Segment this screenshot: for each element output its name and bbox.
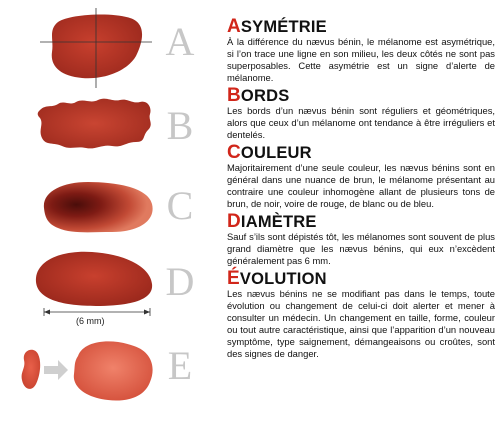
lesion-color	[44, 182, 153, 232]
lesion-diameter	[36, 252, 152, 306]
heading-rest: OULEUR	[240, 144, 312, 162]
heading-borders	[227, 87, 495, 105]
heading-evolution	[227, 270, 495, 288]
section-color	[227, 144, 495, 210]
heading-initial: D	[227, 211, 241, 232]
letter-d: D	[165, 259, 195, 304]
heading-color	[227, 144, 495, 162]
text-asymmetry: À la différence du nævus bénin, le mélanome est asymétrique, si l’on trace une ligne en son milieu, les deux côtés ne sont pas superposables. Cette asymétrie est un signe d’alerte de mélanome.	[227, 36, 495, 83]
heading-asymmetry	[227, 18, 495, 36]
letter-c: C	[166, 183, 194, 228]
heading-initial: É	[227, 268, 240, 289]
diameter-arrow-left	[44, 310, 50, 315]
lesion-evolution-before	[22, 350, 41, 389]
letter-e: E	[167, 343, 193, 388]
heading-initial: A	[227, 16, 241, 37]
diameter-label: (6 mm)	[76, 316, 105, 326]
letter-b: B	[166, 103, 194, 148]
lesion-evolution-after	[74, 341, 153, 400]
heading-diameter	[227, 213, 495, 231]
heading-rest: VOLUTION	[239, 270, 327, 288]
text-evolution: Les nævus bénins ne se modifiant pas dans le temps, toute évolution ou changement de celui-ci doit alerter et mener à consulter un médecin. Un changement en taille, forme, couleur ou tout autre caractéristique, ainsi que l’apparition d’un nouveau symptôme, type saignement, démangeaisons ou croûtes, sont des signes de danger.	[227, 288, 495, 359]
section-evolution	[227, 270, 495, 360]
heading-initial: C	[227, 142, 241, 163]
lesion-illustrations	[0, 0, 215, 422]
text-color: Majoritairement d’une seule couleur, les nævus bénins sont en général dans une nuance de brun, le mélanome présentant au contraire une couleur inhomogène allant de plusieurs tons de brun, de noir, voire de rouge, de blanc ou de bleu.	[227, 162, 495, 209]
text-diameter: Sauf s’ils sont dépistés tôt, les mélanomes sont souvent de plus grand diamètre que les nævus bénins, qui eux n’excèdent généralement pas 6 mm.	[227, 231, 495, 266]
section-diameter	[227, 213, 495, 267]
section-asymmetry	[227, 18, 495, 84]
text-borders: Les bords d’un nævus bénin sont réguliers et géométriques, alors que ceux d’un mélanome ont tendance à être irréguliers et dentelés.	[227, 105, 495, 140]
heading-initial: B	[227, 85, 241, 106]
criteria-text-column	[227, 18, 495, 363]
evolution-arrow	[44, 360, 68, 380]
diameter-arrow-right	[144, 310, 150, 315]
lesion-borders	[38, 99, 151, 149]
lesion-asymmetry	[52, 15, 142, 79]
heading-rest: ORDS	[240, 87, 290, 105]
heading-rest: IAMÈTRE	[240, 213, 317, 231]
letter-a: A	[165, 19, 195, 64]
section-borders	[227, 87, 495, 141]
heading-rest: SYMÉTRIE	[240, 18, 327, 36]
